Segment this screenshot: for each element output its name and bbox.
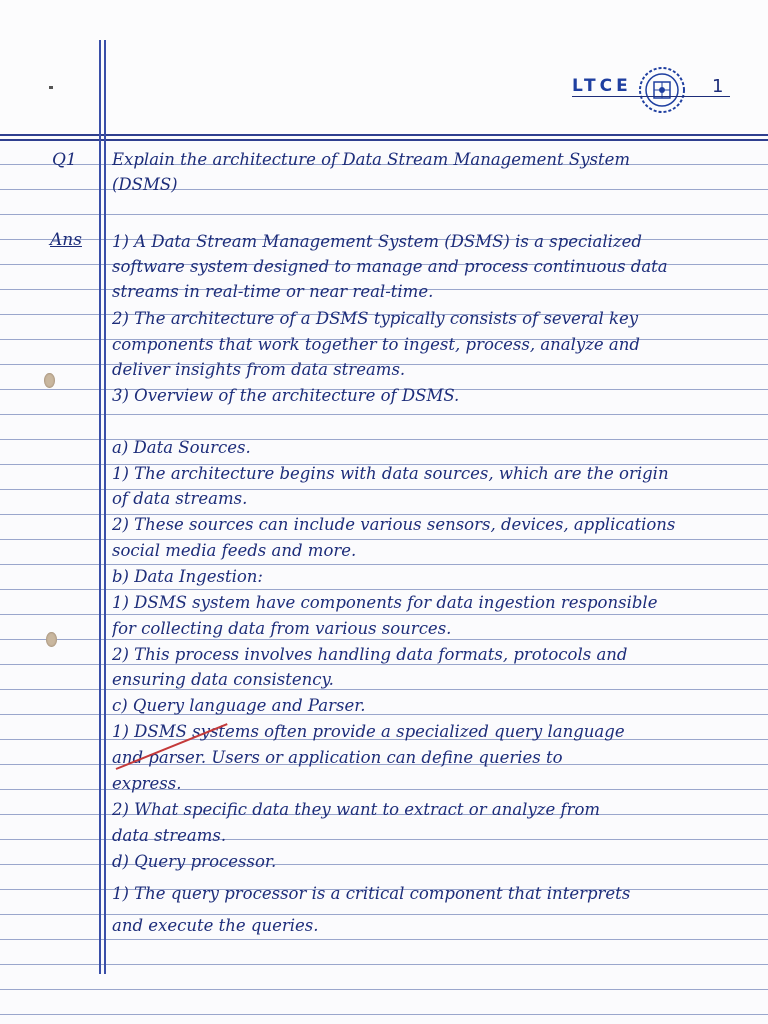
question-label: Q1 <box>52 150 77 170</box>
answer-line: 1) DSMS system have components for data ingestion responsible <box>112 593 658 612</box>
logo-text: LTCE <box>572 76 632 96</box>
answer-line: 2) The architecture of a DSMS typically consists of several key <box>112 309 639 328</box>
answer-line: streams in real-time or near real-time. <box>112 282 434 301</box>
answer-line: 2) What specific data they want to extract or analyze from <box>112 800 601 819</box>
question-line: Explain the architecture of Data Stream Management System <box>112 150 631 169</box>
answer-line: 3) Overview of the architecture of DSMS. <box>112 386 460 405</box>
answer-line: express. <box>112 774 182 793</box>
section-heading: c) Query language and Parser. <box>112 696 366 715</box>
punch-hole <box>46 632 57 647</box>
section-heading: d) Query processor. <box>112 852 277 871</box>
answer-line: 1) The architecture begins with data sources, which are the origin <box>112 464 669 483</box>
margin-line-left <box>99 40 101 974</box>
answer-line: components that work together to ingest, process, analyze and <box>112 335 640 354</box>
answer-line: and execute the queries. <box>112 916 319 935</box>
answer-line: 1) DSMS systems often provide a specialized query language <box>112 722 625 741</box>
answer-line: for collecting data from various sources. <box>112 619 452 638</box>
section-heading: a) Data Sources. <box>112 438 251 457</box>
header-rule-bottom <box>0 139 768 141</box>
margin-line-right <box>104 40 106 974</box>
answer-line <box>112 410 762 434</box>
answer-line: and parser. Users or application can define queries to <box>112 748 563 767</box>
question-line: (DSMS) <box>112 175 178 194</box>
answer-line: of data streams. <box>112 489 248 508</box>
page-number: 1 <box>712 76 724 97</box>
section-heading: b) Data Ingestion: <box>112 567 263 586</box>
answer-line: social media feeds and more. <box>112 541 357 560</box>
page-number-underline <box>572 96 730 97</box>
answer-line: 2) This process involves handling data formats, protocols and <box>112 645 628 664</box>
answer-line: software system designed to manage and process continuous data <box>112 257 668 276</box>
answer-line: 1) The query processor is a critical component that interprets <box>112 884 631 903</box>
answer-line: deliver insights from data streams. <box>112 360 406 379</box>
answer-label: Ans <box>50 230 82 250</box>
answer-line: data streams. <box>112 826 227 845</box>
college-seal-icon <box>638 66 686 114</box>
punch-hole <box>44 373 55 388</box>
answer-line: 1) A Data Stream Management System (DSMS) is a specialized <box>112 232 642 251</box>
answer-line: 2) These sources can include various sensors, devices, applications <box>112 515 676 534</box>
pen-mark <box>49 86 53 89</box>
answer-line: ensuring data consistency. <box>112 670 334 689</box>
header-rule-top <box>0 134 768 136</box>
